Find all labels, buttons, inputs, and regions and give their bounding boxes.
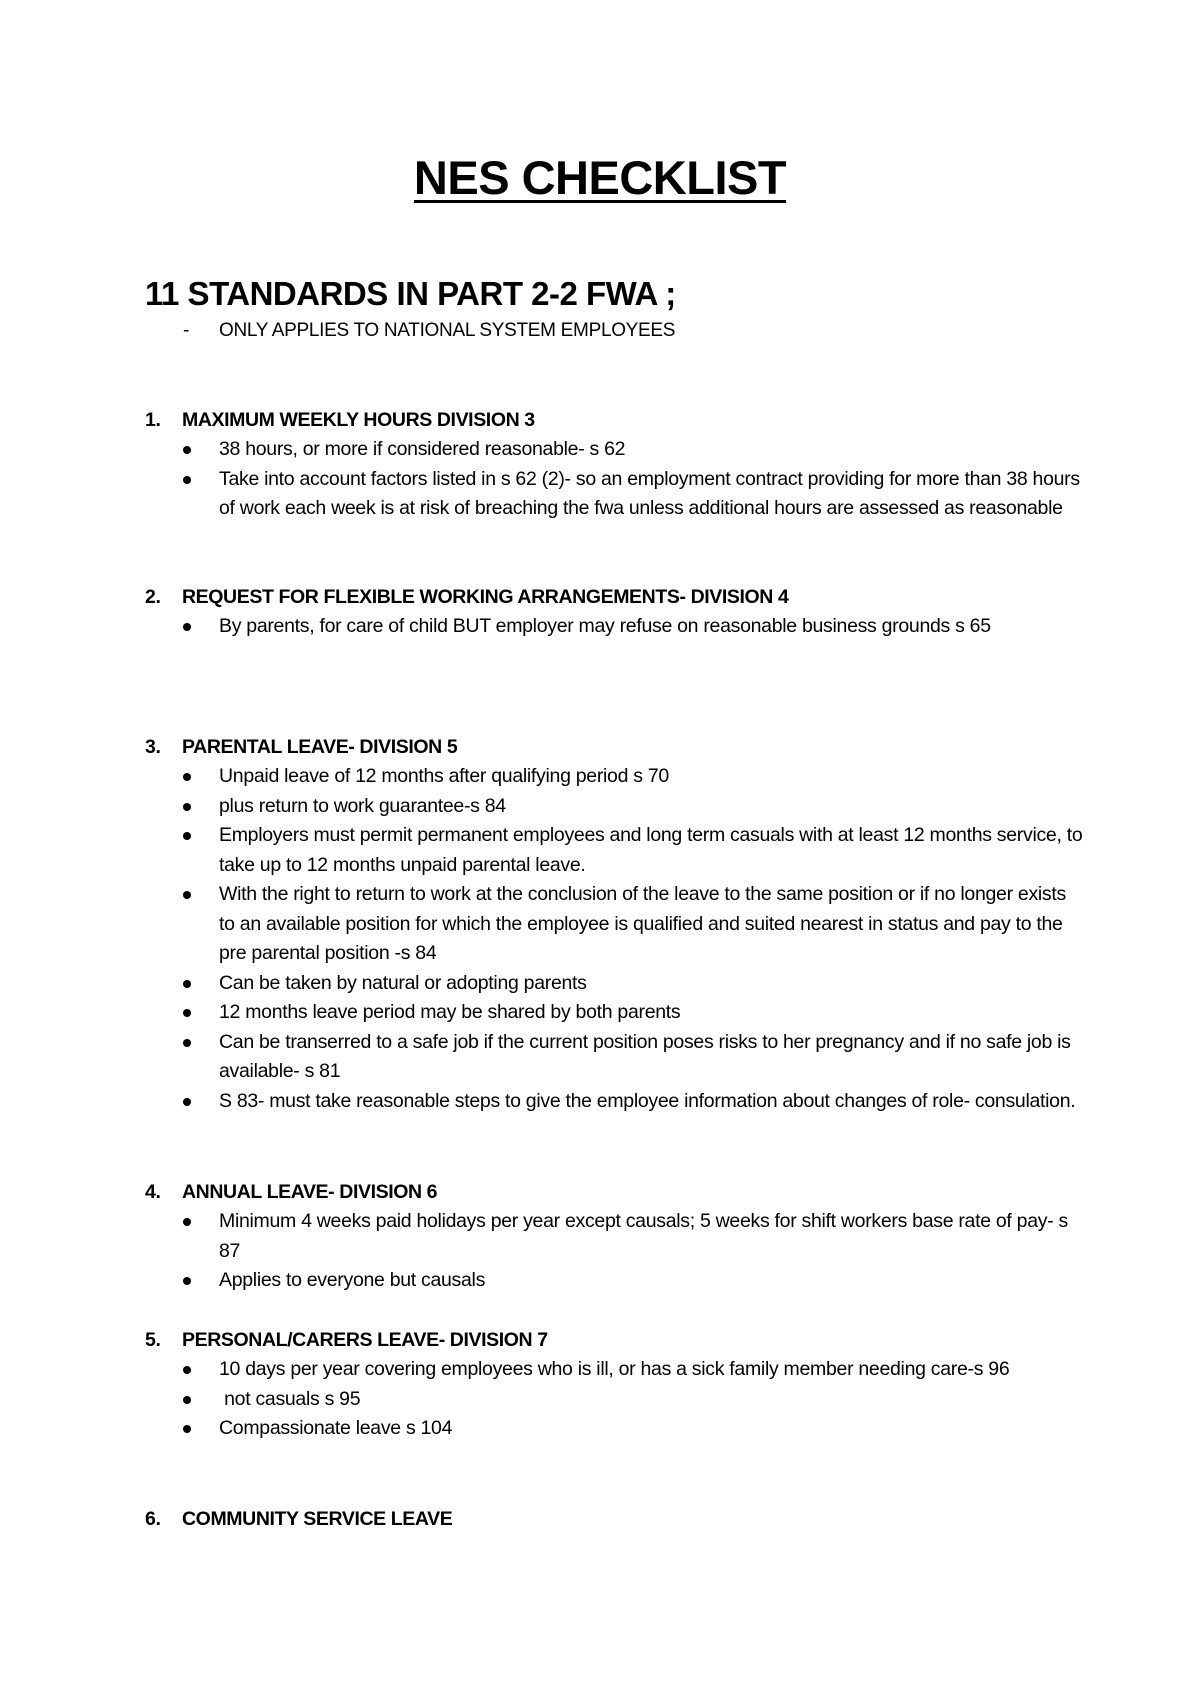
- bullet-icon: [183, 1366, 191, 1374]
- list-item: [145, 465, 1085, 524]
- section-number: 2.: [145, 586, 161, 608]
- section-title: ANNUAL LEAVE- DIVISION 6: [182, 1181, 438, 1203]
- list-item-text: Take into account factors listed in s 62 (2)- so an employment contract providing for more than 38 hours of work each week is at risk of breaching the fwa unless additional hours are assessed as reasonable: [219, 467, 1080, 519]
- bullet-icon: [183, 1218, 191, 1226]
- section-number: 5.: [145, 1329, 161, 1351]
- section-title: MAXIMUM WEEKLY HOURS DIVISION 3: [182, 409, 535, 431]
- section-6: [145, 1505, 1085, 1534]
- bullet-icon: [183, 1277, 191, 1285]
- section-1: [145, 406, 1085, 524]
- list-item-text: 12 months leave period may be shared by both parents: [219, 1001, 681, 1023]
- section-4: [145, 1178, 1085, 1296]
- section-heading: [145, 583, 1085, 612]
- bullet-icon: [183, 476, 191, 484]
- section-title: REQUEST FOR FLEXIBLE WORKING ARRANGEMENTS- DIVISION 4: [182, 586, 789, 608]
- bullet-icon: [183, 980, 191, 988]
- list-item: [145, 821, 1085, 880]
- bullet-icon: [183, 1425, 191, 1433]
- list-item: [145, 1385, 1085, 1415]
- list-item-text: not casuals s 95: [219, 1387, 361, 1410]
- bullet-icon: [183, 1039, 191, 1047]
- list-item: [145, 969, 1085, 999]
- list-item: [145, 1028, 1085, 1087]
- list-item-text: Minimum 4 weeks paid holidays per year except causals; 5 weeks for shift workers base rate of pay- s 87: [219, 1210, 1068, 1262]
- section-heading: [145, 406, 1085, 435]
- list-item-text: With the right to return to work at the conclusion of the leave to the same position or if no longer exists to an available position for which the employee is qualified and suited nearest in status and pay to the pre parental position -s 84: [219, 883, 1066, 964]
- section-title: PARENTAL LEAVE- DIVISION 5: [182, 736, 458, 758]
- list-item: [145, 792, 1085, 822]
- list-item: [145, 762, 1085, 792]
- bullet-icon: [183, 1009, 191, 1017]
- list-item-text: Compassionate leave s 104: [219, 1417, 453, 1439]
- section-title: PERSONAL/CARERS LEAVE- DIVISION 7: [182, 1329, 548, 1351]
- list-item-text: By parents, for care of child BUT employer may refuse on reasonable business grounds s 65: [219, 615, 991, 637]
- bullet-icon: [183, 891, 191, 899]
- bullet-icon: [183, 803, 191, 811]
- section-5: [145, 1326, 1085, 1444]
- section-number: 6.: [145, 1508, 161, 1530]
- section-heading: [145, 733, 1085, 762]
- list-item: [145, 1207, 1085, 1266]
- section-heading: [145, 1505, 1085, 1534]
- list-item-text: Can be taken by natural or adopting parents: [219, 971, 587, 994]
- section-number: 4.: [145, 1181, 161, 1203]
- intro-note: [183, 320, 675, 342]
- section-number: 3.: [145, 736, 161, 758]
- list-item: [145, 435, 1085, 465]
- dash-marker: -: [183, 320, 190, 341]
- section-3: [145, 733, 1085, 1116]
- list-item: [145, 612, 1085, 642]
- section-2: [145, 583, 1085, 642]
- list-item-text: Can be transerred to a safe job if the current position poses risks to her pregnancy and if no safe job is available- s 81: [219, 1030, 1071, 1082]
- list-item: [145, 1414, 1085, 1444]
- section-heading: [145, 1178, 1085, 1207]
- bullet-icon: [183, 446, 191, 454]
- bullet-icon: [183, 1098, 191, 1106]
- list-item-text: plus return to work guarantee-s 84: [219, 794, 506, 817]
- intro-note-text: ONLY APPLIES TO NATIONAL SYSTEM EMPLOYEES: [219, 320, 676, 341]
- bullet-icon: [183, 773, 191, 781]
- list-item: [145, 998, 1085, 1028]
- bullet-icon: [183, 832, 191, 840]
- list-item: [145, 1355, 1085, 1385]
- section-title: COMMUNITY SERVICE LEAVE: [182, 1508, 453, 1530]
- list-item: [145, 880, 1085, 969]
- list-item: [145, 1266, 1085, 1296]
- list-item-text: Unpaid leave of 12 months after qualifying period s 70: [219, 765, 669, 787]
- page-title: NES CHECKLIST: [413, 151, 787, 204]
- list-item-text: 38 hours, or more if considered reasonable- s 62: [219, 438, 626, 460]
- subtitle-heading: 11 STANDARDS IN PART 2-2 FWA ;: [145, 275, 676, 312]
- list-item-text: S 83- must take reasonable steps to give the employee information about changes of role- consulation.: [219, 1089, 1076, 1112]
- list-item: [145, 1087, 1085, 1117]
- bullet-icon: [183, 623, 191, 631]
- list-item-text: 10 days per year covering employees who is ill, or has a sick family member needing care-s 96: [219, 1358, 1010, 1380]
- bullet-icon: [183, 1396, 191, 1404]
- section-number: 1.: [145, 409, 161, 431]
- section-heading: [145, 1326, 1085, 1355]
- list-item-text: Employers must permit permanent employees and long term casuals with at least 12 months service, to take up to 12 months unpaid parental leave.: [219, 824, 1083, 876]
- list-item-text: Applies to everyone but causals: [219, 1269, 486, 1291]
